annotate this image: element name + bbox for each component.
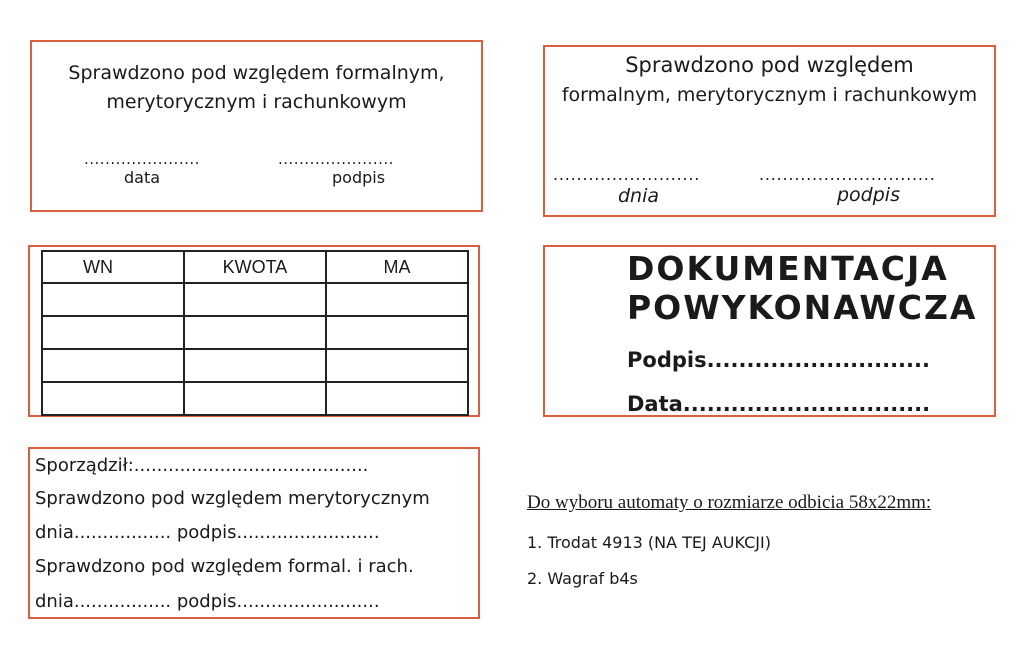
table-cell bbox=[42, 283, 184, 316]
table-cell bbox=[326, 316, 468, 349]
table-cell bbox=[326, 382, 468, 415]
date-label: data bbox=[124, 168, 161, 187]
signature-dotted-line: ...................... bbox=[278, 150, 394, 168]
table-cell bbox=[42, 349, 184, 382]
table-row bbox=[42, 382, 468, 415]
stamp-text-line: Sprawdzono pod względem bbox=[625, 53, 914, 77]
stamp-text-line: dnia................. podpis......................... bbox=[35, 591, 380, 612]
signature-dotted-line: .............................. bbox=[759, 165, 936, 184]
date-dotted-line: ......................... bbox=[553, 165, 701, 184]
table-row bbox=[42, 349, 468, 382]
stamp-title: DOKUMENTACJA bbox=[627, 249, 949, 288]
column-header-ma: MA bbox=[326, 251, 468, 283]
table-row bbox=[42, 283, 468, 316]
stamp-text-line: Sprawdzono pod względem merytorycznym bbox=[35, 488, 430, 509]
option-item: 2. Wagraf b4s bbox=[527, 569, 638, 588]
table-header-row bbox=[42, 251, 468, 283]
options-heading: Do wyboru automaty o rozmiarze odbicia 58x22mm: bbox=[527, 492, 932, 513]
table-cell bbox=[326, 349, 468, 382]
date-line: Data............................... bbox=[627, 392, 931, 416]
table-cell bbox=[42, 316, 184, 349]
stamp-text-line: formalnym, merytorycznym i rachunkowym bbox=[561, 84, 978, 106]
stamp-verification-formal bbox=[30, 40, 483, 212]
stamp-as-built-documentation bbox=[543, 245, 996, 417]
stamp-text-line: Sprawdzono pod względem formal. i rach. bbox=[35, 556, 414, 577]
table-cell bbox=[184, 316, 326, 349]
table-cell bbox=[326, 283, 468, 316]
stamp-prepared-checked bbox=[28, 447, 480, 619]
option-item: 1. Trodat 4913 (NA TEJ AUKCJI) bbox=[527, 533, 771, 552]
stamp-text-line: merytorycznym i rachunkowym bbox=[106, 91, 407, 113]
stamp-accounting-table bbox=[28, 245, 480, 417]
stamp-title: POWYKONAWCZA bbox=[627, 288, 978, 327]
table-cell bbox=[184, 349, 326, 382]
date-dotted-line: ...................... bbox=[84, 150, 200, 168]
column-header-wn: WN bbox=[42, 251, 184, 283]
table-cell bbox=[184, 382, 326, 415]
table-row bbox=[42, 316, 468, 349]
stamp-text-line: Sporządził:......................................... bbox=[35, 455, 369, 476]
column-header-kwota: KWOTA bbox=[184, 251, 326, 283]
date-label: dnia bbox=[618, 185, 660, 207]
accounting-table bbox=[41, 250, 469, 416]
stamp-verification-formal-alt bbox=[543, 45, 996, 217]
table-cell bbox=[42, 382, 184, 415]
stamp-text-line: dnia................. podpis......................... bbox=[35, 522, 380, 543]
signature-line: Podpis............................ bbox=[627, 348, 930, 372]
signature-label: podpis bbox=[332, 168, 386, 187]
signature-label: podpis bbox=[837, 184, 900, 206]
stamp-text-line: Sprawdzono pod względem formalnym, bbox=[68, 62, 445, 84]
table-cell bbox=[184, 283, 326, 316]
